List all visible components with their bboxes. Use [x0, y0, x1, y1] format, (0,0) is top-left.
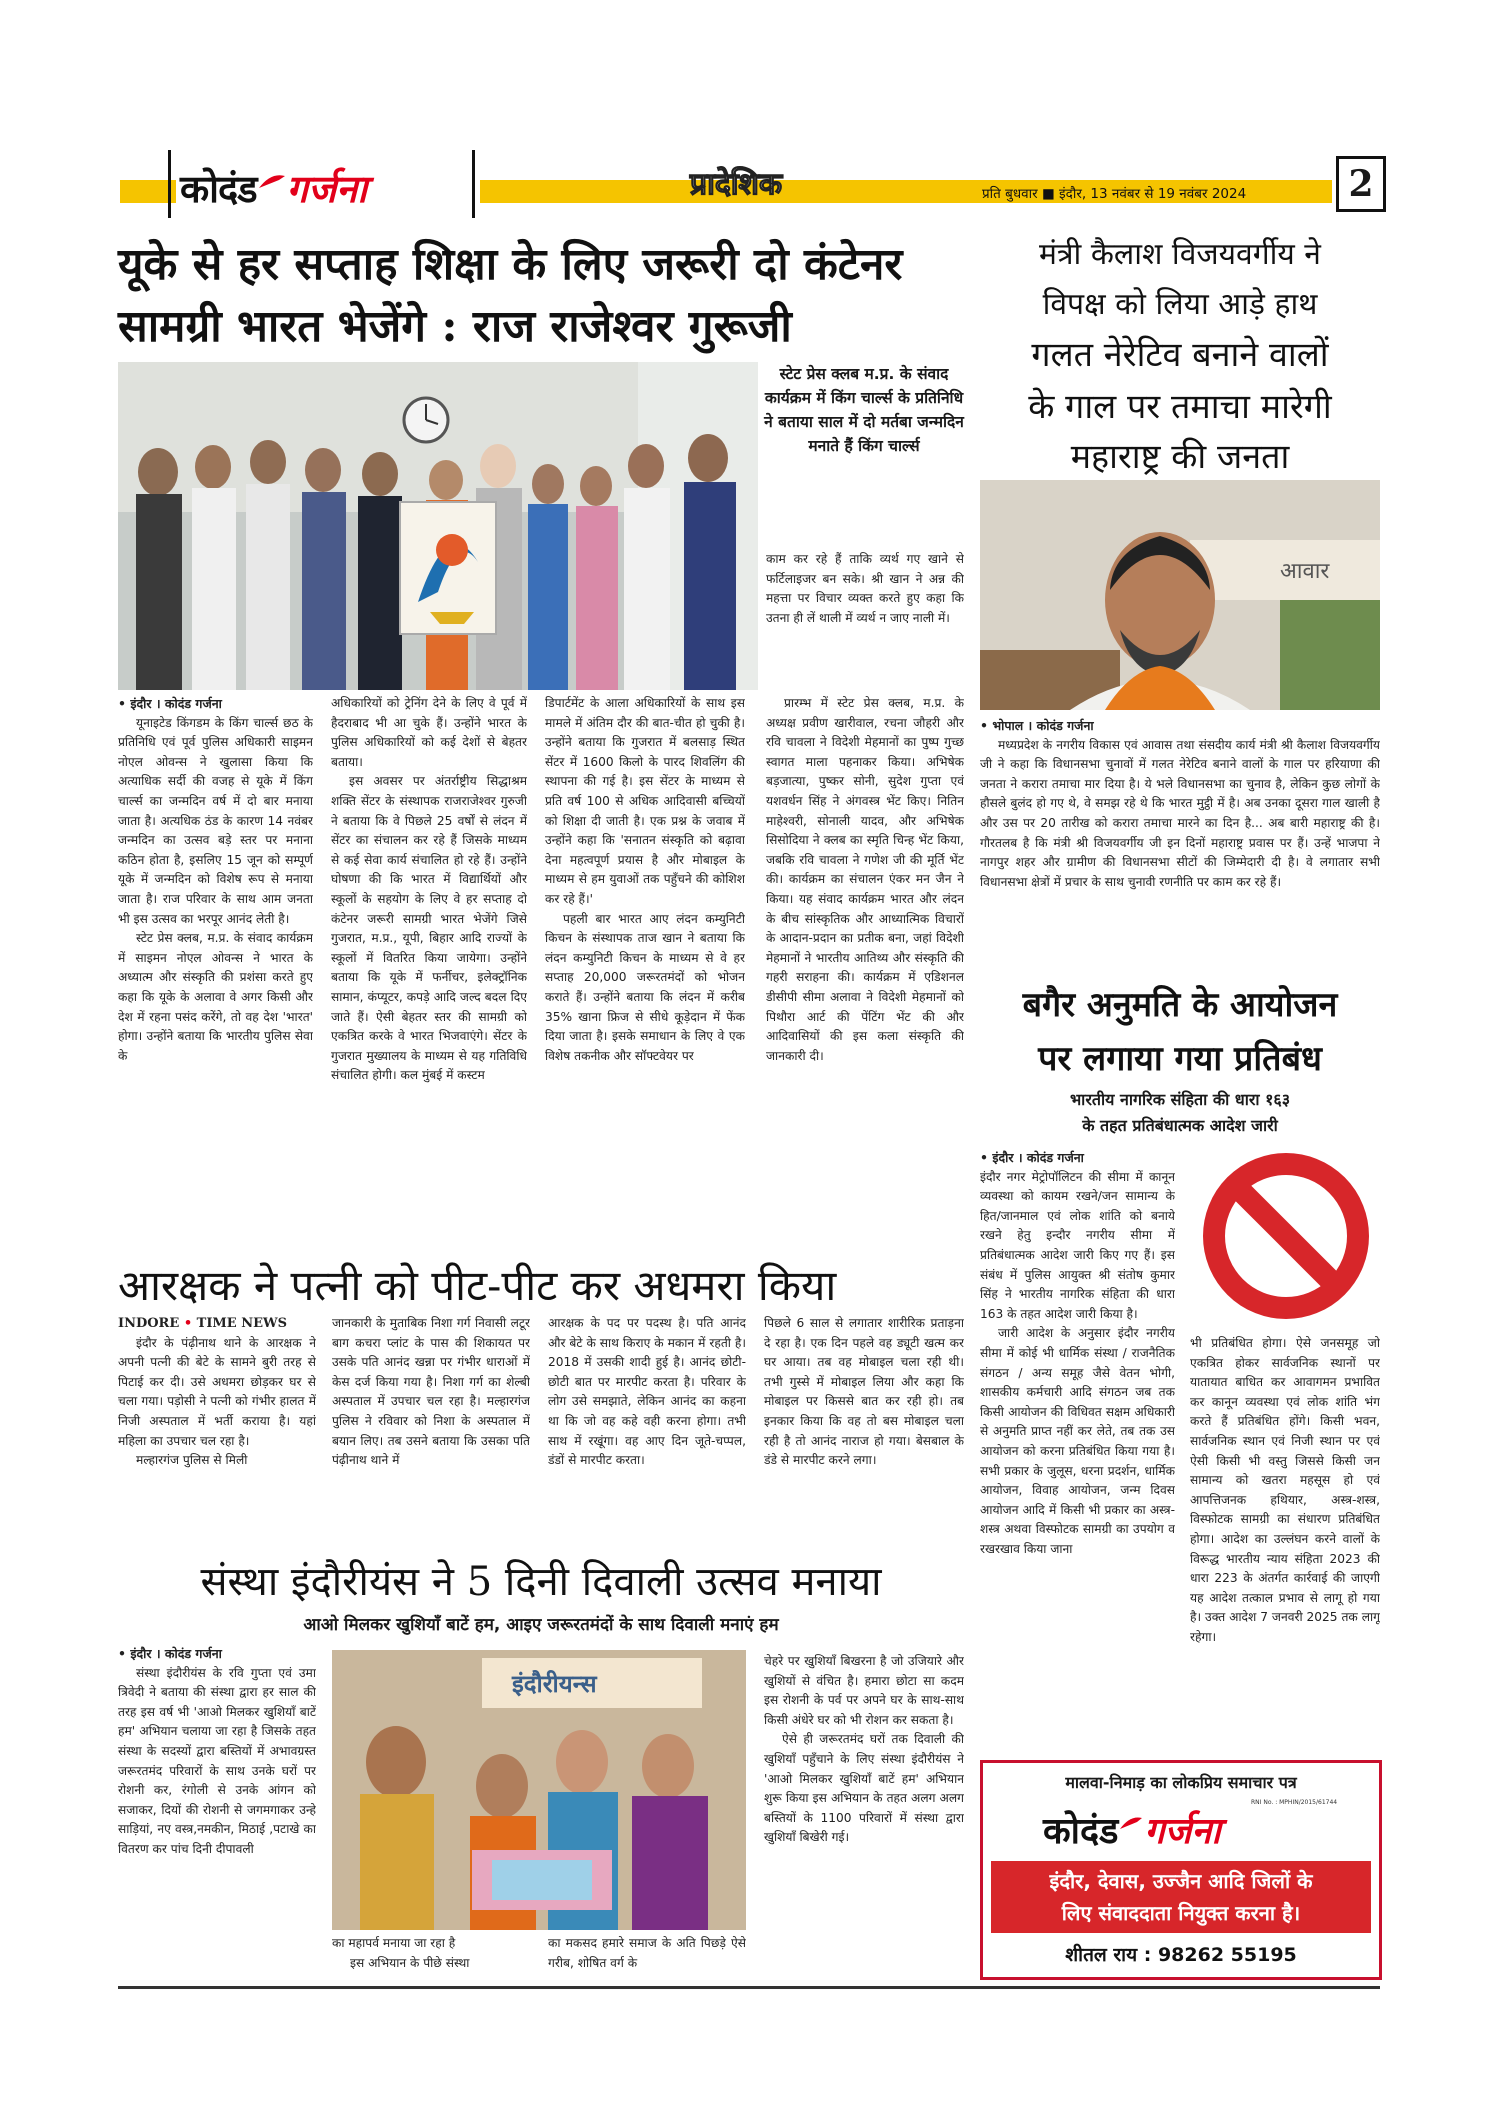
- story2-headline-line3: गलत नेरेटिव बनाने वालों: [1031, 335, 1329, 375]
- story5-photo-illustration: [332, 1650, 746, 1930]
- story3-headline-line1: बगैर अनुमति के आयोजन: [1022, 985, 1338, 1025]
- story4-col1-para1: इंदौर के पंढ़ीनाथ थाने के आरक्षक ने अपनी पत्नी की बेटे के सामने बुरी तरह से पिटाई कर दी। उसे अधमरा छोड़कर घर से चला गया। पड़ोसी ने पत्नी को गंभीर हालत में निजी अस्पताल में भर्ती कराया है। यहां महिला का उपचार चल रहा है।: [118, 1335, 316, 1448]
- story1-photo-illustration: [118, 362, 758, 690]
- story3-subhead-line2: के तहत प्रतिबंधात्मक आदेश जारी: [1082, 1116, 1278, 1135]
- story5-col2-para1: का महापर्व मनाया जा रहा है: [332, 1936, 456, 1950]
- story5-column-2: [332, 1934, 530, 1974]
- story1-col4-para: प्रारम्भ में स्टेट प्रेस क्लब, म.प्र. के अध्यक्ष प्रवीण खारीवाल, रचना जौहरी और रवि चावला ने विदेशी मेहमानों का पुष्प गुच्छ स्वागत माला पहनाकर किया। अभिषेक बड़जात्या, पुष्कर सोनी, सुदेश गुप्ता एवं यशवर्धन सिंह ने अंगवस्त्र भेंट किए। नितिन माहेश्वरी, सोनाली यादव, और अभिषेक सिसोदिया ने क्लब का स्मृति चिन्ह भेंट किया, जबकि रवि चावला ने गणेश जी की मूर्ति भेंट की। कार्यक्रम का संचालन एंकर मन जैन ने किया। यह संवाद कार्यक्रम भारत और लंदन के बीच सांस्कृतिक और आध्यात्मिक विचारों के आदान-प्रदान का प्रतीक बना, जहां विदेशी मेहमानों ने भारतीय आतिथ्य और संस्कृति की गहरी सराहना की। कार्यक्रम में एडिशनल डीसीपी सीमा अलावा ने विदेशी मेहमानों को पिथौरा आर्ट की पेंटिंग भेंट की और आदिवासियों की इस कला संस्कृति की जानकारी दी।: [766, 696, 964, 1063]
- story2-headline-line2: विपक्ष को लिया आड़े हाथ: [1042, 287, 1318, 322]
- story4-col4-para: पिछले 6 साल से लगातार शारीरिक प्रताड़ना दे रहा है। एक दिन पहले वह ड्यूटी खत्म कर घर आया। तब वह मोबाइल चला रही थी। तभी गुस्से में मोबाइल लिया और कहा कि मोबाइल पर किससे बात कर रही हो। तब इनकार किया कि वह तो बस मोबाइल चला रही है तो आनंद नाराज हो गया। बेसबाल के डंडे से मारपीट करने लगा।: [764, 1316, 964, 1468]
- story1-col2-para2: इस अवसर पर अंतर्राष्ट्रीय सिद्धाश्रम शक्ति सेंटर के संस्थापक राजराजेश्वर गुरुजी ने बताया कि वे पिछले 25 वर्षों से लंदन में सेंटर का संचालन कर रहे हैं जिसके माध्यम से कई सेवा कार्य संचालित हो रहे हैं। उन्होंने घोषणा की कि भारत में विद्यार्थियों और स्कूलों के सहयोग के लिए वे हर सप्ताह दो कंटेनर जरूरी सामग्री भारत भेजेंगे जिसे गुजरात, म.प्र., यूपी, बिहार आदि राज्यों के स्कूलों में वितरित किया जायेगा। उन्होंने बताया कि यूके में फर्नीचर, इलेक्ट्रॉनिक सामान, कंप्यूटर, कपड़े आदि जल्द बदल दिए जाते हैं। ऐसी बेहतर स्तर की सामग्री को एकत्रित करके वे भारत भिजवाएंगे। सेंटर के गुजरात मुख्यालय के माध्यम से यह गतिविधि संचालित होगी। कल मुंबई में कस्टम: [331, 774, 527, 1083]
- story5-photo: [332, 1650, 746, 1930]
- story4-col3-para: आरक्षक के पद पर पदस्थ है। पति आनंद और बेटे के साथ किराए के मकान में रहती है। 2018 में उसकी शादी हुई है। आनंद छोटी-छोटी बात पर मारपीट करता है। परिवार के लोग उसे समझाते, लेकिन आनंद का कहना था कि जो वह कहे वही करना होगा। तभी साथ में रखूंगा। वह आए दिन जूते-चप्पल, डंडों से मारपीट करता।: [548, 1316, 746, 1468]
- story5-headline: संस्था इंदौरीयंस ने 5 दिनी दिवाली उत्सव मनाया: [200, 1559, 882, 1605]
- story3-col1-para2: जारी आदेश के अनुसार इंदौर नगरीय सीमा में कोई भी धार्मिक संस्था / राजनैतिक संगठन / अन्य समूह जैसे वेतन भोगी, शासकीय कर्मचारी आदि संगठन जब तक किसी आयोजन की विधिवत सक्षम अधिकारी से अनुमति प्राप्त नहीं कर लेते, तब तक उस आयोजन को करना प्रतिबंधित किया गया है। सभी प्रकार के जुलूस, धरना प्रदर्शन, धार्मिक आयोजन, विवाह आयोजन, जन्म दिवस आयोजन आदि में किसी भी प्रकार का अस्त्र-शस्त्र अथवा विस्फोटक सामग्री का उपयोग व रखरखाव किया जाना: [980, 1326, 1175, 1556]
- logo-part2: गर्जना: [286, 167, 368, 211]
- story2-dateline: • भोपाल । कोदंड गर्जना: [980, 718, 1094, 733]
- story4-col1-para2: मल्हारगंज पुलिस से मिली: [136, 1453, 248, 1468]
- story1-col2-para1: अधिकारियों को ट्रेनिंग देने के लिए वे पूर्व में हैदराबाद भी आ चुके हैं। उन्होंने भारत के पुलिस अधिकारियों को कई देशों से बेहतर बताया।: [331, 696, 527, 769]
- story3-subhead-line1: भारतीय नागरिक संहिता की धारा १६३: [1069, 1090, 1291, 1109]
- story1-column-2: [331, 694, 527, 1250]
- story5-photo-banner-text: इंदौरीयन्स: [512, 1670, 597, 1698]
- story4-col2-para: जानकारी के मुताबिक निशा गर्ग निवासी लटूर बाग कचरा प्लांट के पास की शिकायत पर उसके पति आनंद खन्ना पर गंभीर धाराओं में केस दर्ज किया गया है। निशा गर्ग का शेल्बी अस्पताल में उपचार चल रहा है। मल्हारगंज पुलिस ने रविवार को निशा के अस्पताल में बयान लिए। तब उसने बताया कि उसका पति पंढ़ीनाथ थाने में: [332, 1316, 530, 1468]
- story1-column-4a: [766, 550, 964, 690]
- advert-logo-part2: गर्जना: [1144, 1811, 1221, 1852]
- story3-headline-line2: पर लगाया गया प्रतिबंध: [1038, 1039, 1322, 1079]
- story1-col1-para2: स्टेट प्रेस क्लब, म.प्र. के संवाद कार्यक्रम में साइमन नोएल ओवन्स ने भारत के अध्यात्म और संस्कृति की प्रशंसा करते हुए कहा कि यूके के अलावा वे अगर किसी और देश में रहना पसंद करेंगे, तो वह देश 'भारत' होगा। उन्होंने बताया कि भारतीय पुलिस सेवा के: [118, 931, 313, 1063]
- advert-top-line: मालवा-निमाड़ का लोकप्रिय समाचार पत्र: [1065, 1773, 1297, 1792]
- story5-col2-para2: इस अभियान के पीछे संस्था: [350, 1955, 470, 1970]
- advert-red-panel: [991, 1861, 1371, 1933]
- story5-dateline: • इंदौर । कोदंड गर्जना: [118, 1646, 222, 1661]
- story1-subhead: स्टेट प्रेस क्लब म.प्र. के संवाद कार्यक्रम में किंग चार्ल्स के प्रतिनिधि ने बताया साल में दो मर्तबा जन्मदिन मनाते हैं किंग चार्ल्स: [764, 365, 964, 455]
- story1-col4a-text: काम कर रहे हैं ताकि व्यर्थ गए खाने से फर्टिलाइजर बन सके। श्री खान ने अन्न की महत्ता पर विचार व्यक्त करते हुए कहा कि उतना ही लें थाली में व्यर्थ न जाए नाली में।: [766, 552, 964, 625]
- masthead-divider-left: [168, 150, 171, 218]
- story5-col3-para: का मकसद हमारे समाज के अति पिछड़े ऐसे गरीब, शोषित वर्ग के: [548, 1936, 746, 1970]
- story2-body-text: मध्यप्रदेश के नगरीय विकास एवं आवास तथा संसदीय कार्य मंत्री श्री कैलाश विजयवर्गीय जी ने कहा कि विधानसभा चुनावों में गलत नेरेटिव बनाने वालों के गाल पर हरियाणा की जनता ने करारा तमाचा मार दिया है। ये भले विधानसभा का चुनाव है, लेकिन कुछ लोगों के हौसले बुलंद हो गए थे, वे समझ रहे थे कि भारत मुट्ठी में है। अब उनका दूसरा गाल खाली है और उस पर 20 तारीख को करारा तमाचा मारने का दिन है... अब बारी महाराष्ट्र की है। गौरतलब है कि मंत्री श्री विजयवर्गीय जी इन दिनों महाराष्ट्र प्रवास पर हैं। उन्हें भाजपा ने नागपुर शहर और ग्रामीण की विधानसभा सीटों की जिम्मेदारी दी है। वे लगातार सभी विधानसभा क्षेत्रों में प्रचार के साथ चुनावी रणनीति पर काम कर रहे हैं।: [980, 737, 1380, 889]
- story4-column-3: [548, 1314, 746, 1544]
- story1-headline-line2: सामग्री भारत भेजेंगे : राज राजेश्वर गुरूजी: [118, 301, 792, 352]
- advert-logo-arrow-icon: [1118, 1813, 1144, 1835]
- masthead-divider-right: [472, 150, 475, 218]
- story3-dateline: • इंदौर । कोदंड गर्जना: [980, 1150, 1084, 1165]
- logo-arrow-icon: [257, 170, 287, 194]
- story3-column-2: [1190, 1334, 1380, 1720]
- advert-red-line1: इंदौर, देवास, उज्जैन आदि जिलों के: [1049, 1869, 1313, 1893]
- story5-column-4: [764, 1652, 964, 1974]
- story4-column-1: [118, 1314, 316, 1544]
- advert-reg-number: RNI No. : MPHIN/2015/61744: [1251, 1799, 1338, 1806]
- story1-col1-para1: यूनाइटेड किंगडम के किंग चार्ल्स छठ के प्रतिनिधि एवं पूर्व पुलिस अधिकारी साइमन नोएल ओवन्स ने खुलासा किया कि अत्याधिक सर्दी की वजह से यूके में किंग चार्ल्स का जन्मदिन वर्ष में दो बार मनाया जाता है। अत्यधिक ठंड के कारण 14 नवंबर जन्मदिन का उत्सव बड़े स्तर पर मनाना कठिन होता है, इसलिए 15 जून को सम्पूर्ण यूके में जन्मदिन को विशेष रूप से मनाया जाता है। राज परिवार के साथ आम जनता भी इस उत्सव का भरपूर आनंद लेती है।: [118, 715, 313, 926]
- story2-photo-banner-text: आवार: [1280, 559, 1330, 584]
- story2-headline-line5: महाराष्ट्र की जनता: [1070, 437, 1290, 477]
- story1-photo: [118, 362, 758, 690]
- story2-photo: [980, 480, 1380, 710]
- advert-logo-part1: कोदंड: [1043, 1811, 1119, 1852]
- story4-dateline-source: TIME NEWS: [196, 1316, 288, 1331]
- page-number-box: [1336, 156, 1386, 212]
- story4-dateline: [118, 1314, 316, 1334]
- story5-column-1: [118, 1644, 316, 1974]
- story4-headline: आरक्षक ने पत्नी को पीट-पीट कर अधमरा किया: [118, 1261, 837, 1310]
- advert-logo: [1043, 1805, 1221, 1854]
- issue-info: प्रति बुधवार ■ इंदौर, 13 नवंबर से 19 नवंबर 2024: [982, 186, 1247, 202]
- story1-col3-para2: पहली बार भारत आए लंदन कम्युनिटी किचन के संस्थापक ताज खान ने बताया कि लंदन कम्युनिटी किचन के माध्यम से वे हर सप्ताह 20,000 जरूरतमंदों को भोजन कराते हैं। उन्होंने बताया कि लंदन में करीब 35% खाना फ्रिज से सीधे कूड़ेदान में फेंक दिया जाता है। इसके समाधान के लिए वे एक विशेष तकनीक और सॉफ्टवेयर पर: [545, 911, 745, 1063]
- story5-col4-para2: ऐसे ही जरूरतमंद घरों तक दिवाली की खुशियाँ पहुँचाने के लिए संस्था इंदौरीयंस ने 'आओ मिलकर खुशियाँ बाटें हम' अभियान शुरू किया इस अभियान के तहत अलग अलग बस्तियों के 1100 परिवारों में संस्था द्वारा खुशियाँ बिखेरी गई।: [764, 1732, 964, 1845]
- story5-subhead: आओ मिलकर खुशियाँ बाटें हम, आइए जरूरतमंदों के साथ दिवाली मनाएं हम: [303, 1615, 779, 1635]
- story3-column-1: [980, 1148, 1175, 1720]
- story3-col2-para: भी प्रतिबंधित होगा। ऐसे जनसमूह जो एकत्रित होकर सार्वजनिक स्थानों पर यातायात बाधित कर आवागमन प्रभावित कर कानून व्यवस्था एवं लोक शांति भंग करते हैं प्रतिबंधित होंगे। किसी भवन, सार्वजनिक स्थान एवं निजी स्थान पर एवं ऐसी किसी भी वस्तु जिससे किसी जन सामान्य को खतरा महसूस हो एवं आपत्तिजनक हथियार, अस्त्र-शस्त्र, विस्फोटक सामग्री का संधारण प्रतिबंधित होगा। आदेश का उल्लंघन करने वालों के विरूद्ध भारतीय न्याय संहिता 2023 की धारा 223 के अंतर्गत कार्रवाई की जाएगी यह आदेश तत्काल प्रभाव से लागू हो गया है। उक्त आदेश 7 जनवरी 2025 तक लागू रहेगा।: [1190, 1336, 1380, 1644]
- story2-headline-line4: के गाल पर तमाचा मारेगी: [1028, 387, 1332, 427]
- story5-col1-para: संस्था इंदौरीयंस के रवि गुप्ता एवं उमा त्रिवेदी ने बताया की संस्था द्वारा हर साल की तरह इस वर्ष भी 'आओ मिलकर खुशियाँ बाटें हम' अभियान चलाया जा रहा है जिसके तहत संस्था के सदस्यों द्वारा बस्तियों में अभावग्रस्त जरूरतमंद परिवारों के साथ उनके घरों पर रोशनी कर, रंगोली से उनके आंगन को सजाकर, दियों की रोशनी से जगमगाकर उन्हे साड़ियां, नए वस्त्र,नमकीन, मिठाई ,पटाखे का वितरण कर पांच दिनी दीपावली: [118, 1665, 316, 1856]
- story1-headline-line1: यूके से हर सप्ताह शिक्षा के लिए जरूरी दो कंटेनर: [118, 239, 903, 290]
- logo-part1: कोदंड: [180, 167, 257, 211]
- story4-column-2: [332, 1314, 530, 1544]
- story1-column-3: [545, 694, 745, 1250]
- prohibition-sign-icon: [1200, 1150, 1372, 1322]
- story4-column-4: [764, 1314, 964, 1544]
- story5-col4-para1: चेहरे पर खुशियाँ बिखरना है जो उजियारे और खुशियों से वंचित है। हमारा छोटा सा कदम इस रोशनी के पर्व पर अपने घर के साथ-साथ किसी अंधेरे घर को भी रोशन कर सकता है।: [764, 1654, 964, 1727]
- advert-red-line2: लिए संवाददाता नियुक्त करना है।: [1061, 1901, 1301, 1925]
- story4-dateline-city: INDORE: [118, 1316, 180, 1331]
- story1-dateline: • इंदौर । कोदंड गर्जना: [118, 696, 222, 711]
- story2-headline-line1: मंत्री कैलाश विजयवर्गीय ने: [1039, 237, 1321, 272]
- bottom-rule: [118, 1986, 1380, 1989]
- section-label: प्रादेशिक: [690, 167, 782, 202]
- page-number: 2: [1348, 163, 1374, 205]
- advert-contact: शीतल राय : 98262 55195: [1065, 1944, 1297, 1966]
- story2-photo-illustration: [980, 480, 1380, 710]
- story3-col1-para1: इंदौर नगर मेट्रोपॉलिटन की सीमा में कानून व्यवस्था को कायम रखने/जन सामान्य के हित/जानमाल एवं लोक शांति को बनाये रखने हेतु इन्दौर नगरीय सीमा में प्रतिबंधात्मक आदेश जारी किए गए हैं। इस संबंध में पुलिस आयुक्त श्री संतोष कुमार सिंह ने भारतीय नागरिक संहिता की धारा 163 के तहत आदेश जारी किया है।: [980, 1169, 1175, 1321]
- story5-column-3: [548, 1934, 746, 1974]
- masthead-logo: [180, 162, 367, 212]
- story1-column-4: [766, 694, 964, 1250]
- story1-col3-para1: डिपार्टमेंट के आला अधिकारियों के साथ इस मामले में अंतिम दौर की बात-चीत हो चुकी है। उन्होंने बताया कि गुजरात में बलसाड़ स्थित सेंटर में 1600 किलो के पारद शिवलिंग की स्थापना की गई है। इस सेंटर के माध्यम से प्रति वर्ष 100 से अधिक आदिवासी बच्चियों को शिक्षा दी जाती है। एक प्रश्न के जवाब में उन्होंने कहा कि 'सनातन संस्कृति को बढ़ावा देना महत्वपूर्ण प्रयास है और मोबाइल के माध्यम से हम युवाओं तक पहुँचने की कोशिश कर रहे हैं।': [545, 696, 745, 906]
- story4-dateline-dot-icon: •: [183, 1316, 193, 1331]
- story1-column-1: [118, 694, 313, 1250]
- advert-box: [980, 1760, 1382, 1980]
- story2-body: [980, 716, 1380, 970]
